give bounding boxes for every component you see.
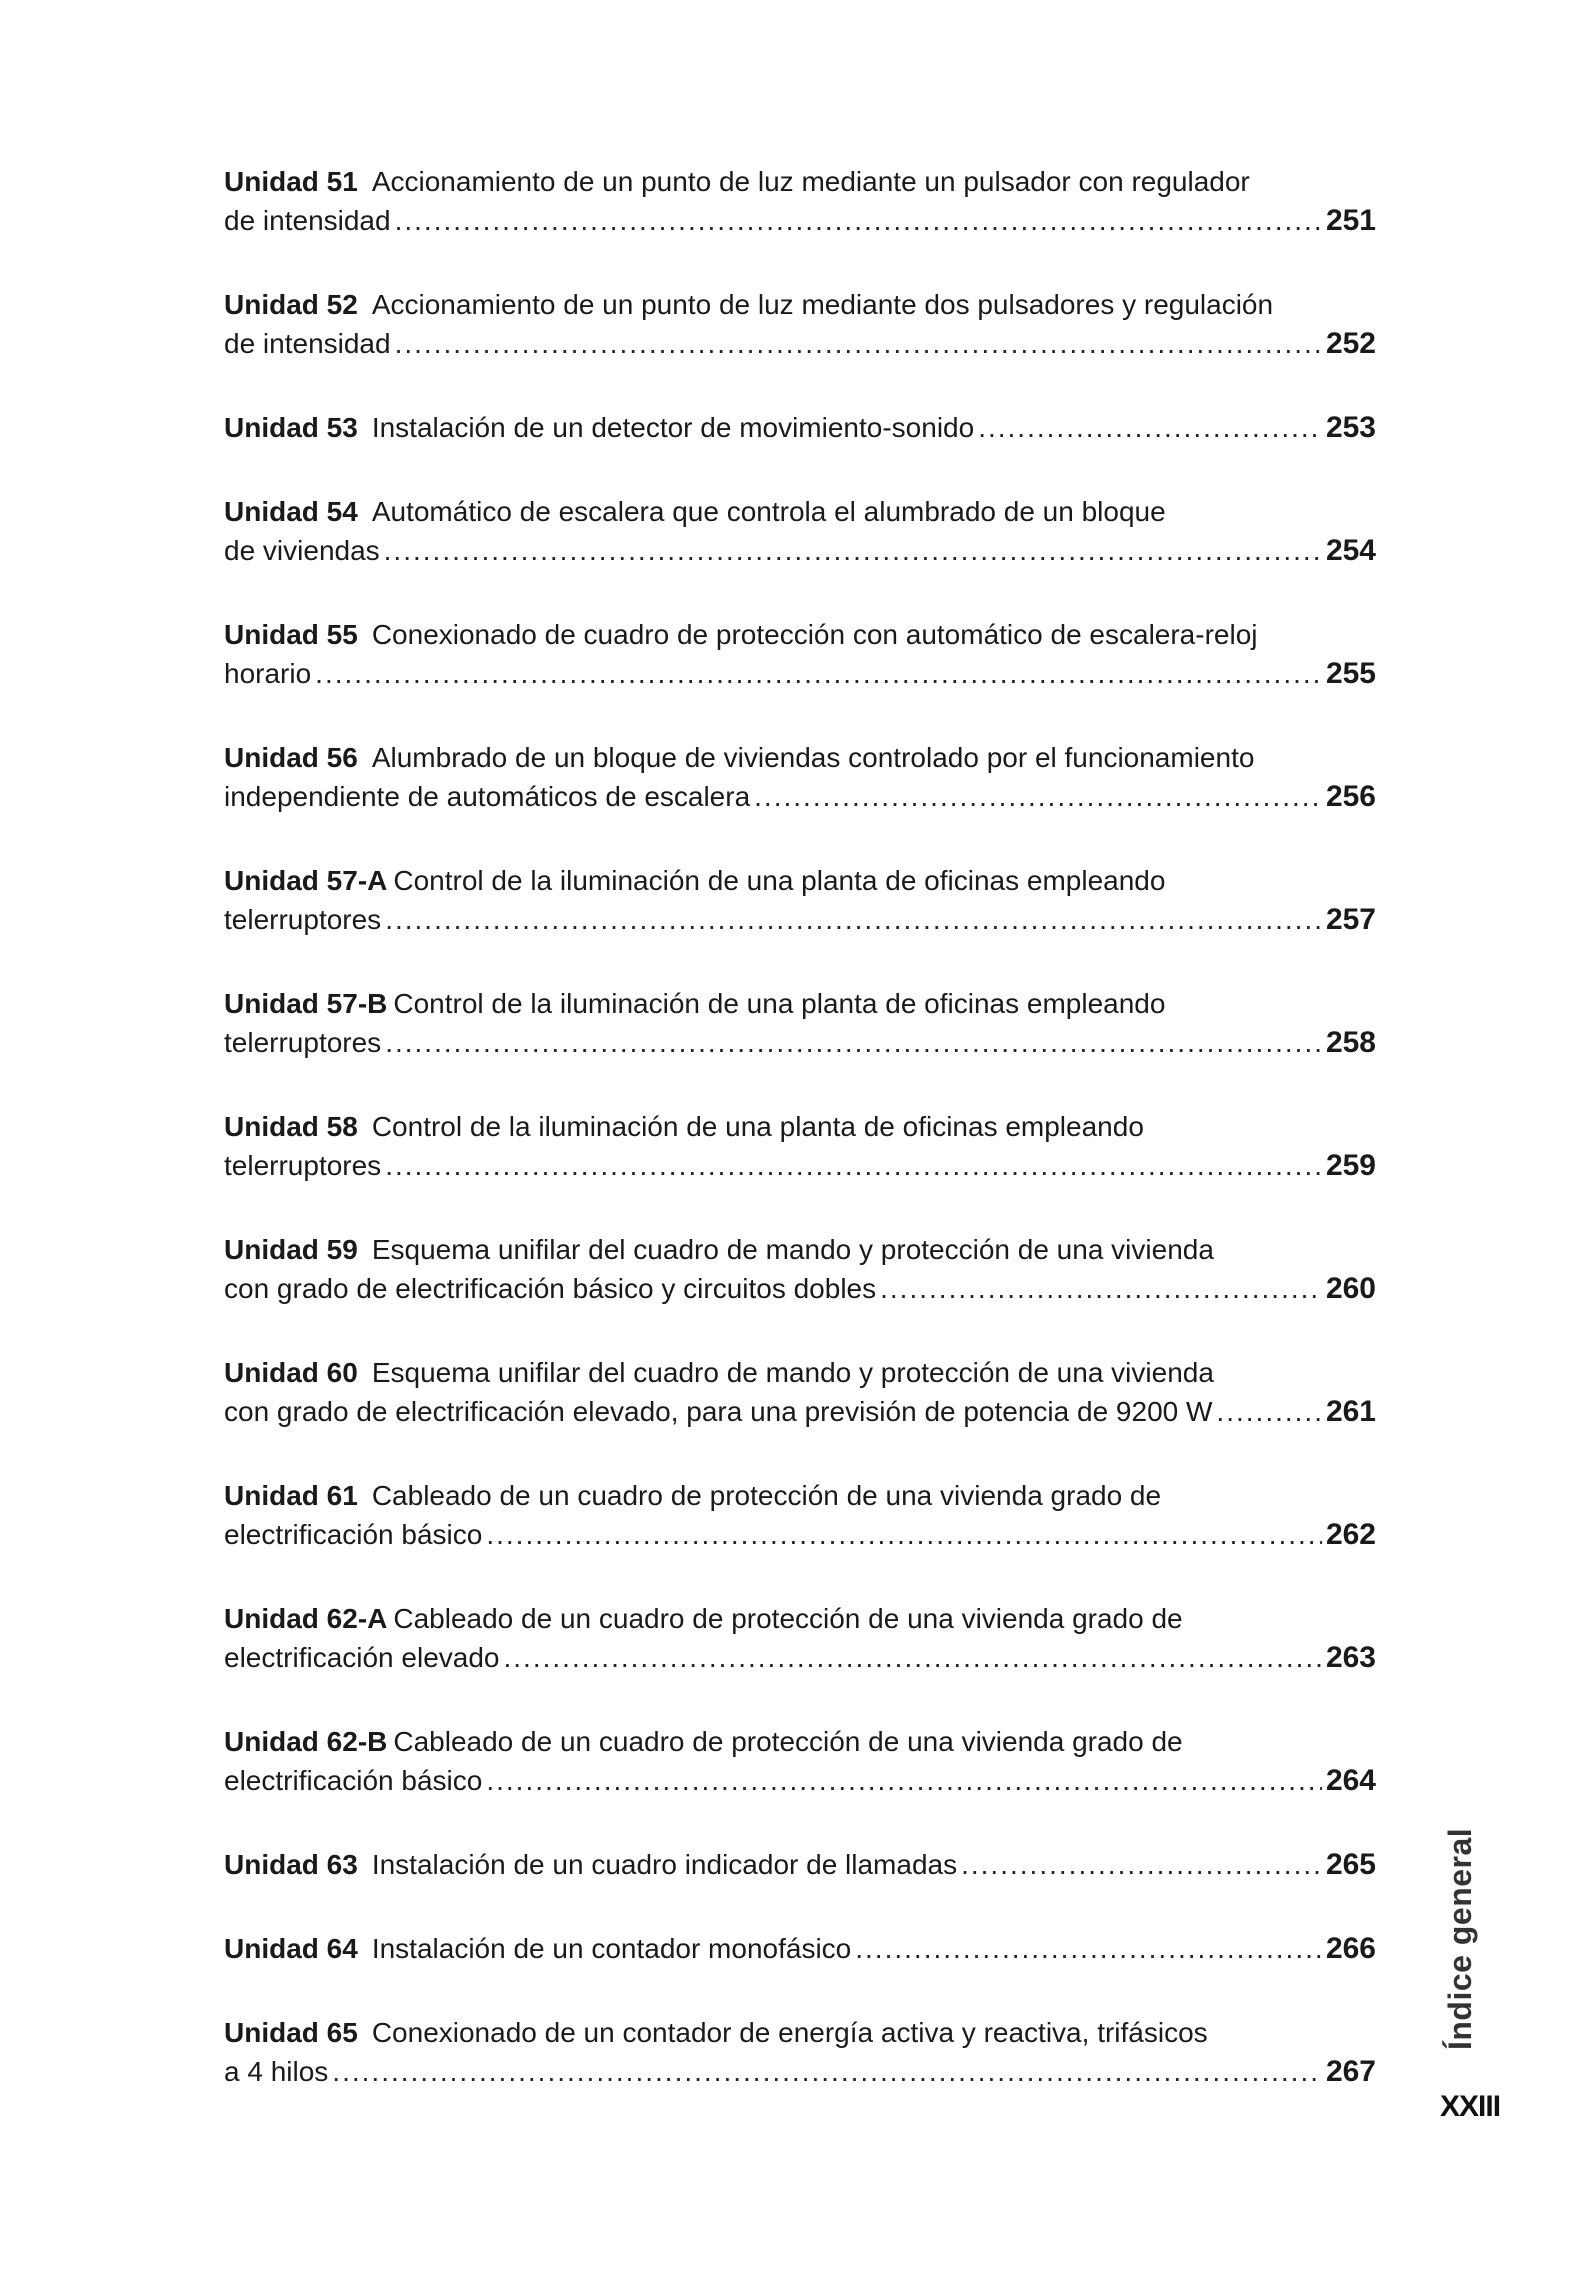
unit-number: 57-A: [326, 865, 388, 896]
dot-leader: [978, 408, 1322, 447]
entry-title-part2: telerruptores: [224, 1027, 382, 1058]
unit-word: Unidad: [224, 166, 319, 197]
dot-leader: [754, 777, 1322, 816]
table-of-contents: [224, 162, 1376, 2136]
unit-word: Unidad: [224, 1726, 319, 1757]
entry-title-part1: Conexionado de cuadro de protección con automático de escalera-reloj: [371, 619, 1258, 650]
toc-entry[interactable]: [224, 1230, 1376, 1353]
page-number[interactable]: 256: [1325, 780, 1376, 813]
entry-last-line: [224, 1269, 1376, 1308]
toc-entry[interactable]: [224, 1929, 1376, 2013]
unit-word: Unidad: [224, 289, 319, 320]
page-number[interactable]: 258: [1325, 1026, 1376, 1059]
entry-last-line: [224, 201, 1376, 240]
unit-word: Unidad: [224, 1849, 319, 1880]
entry-first-line: [224, 738, 1376, 777]
entry-title-part2: de viviendas: [224, 535, 380, 566]
entry-last-line: [224, 1845, 1376, 1884]
dot-leader: [961, 1845, 1322, 1884]
unit-word: Unidad: [224, 496, 319, 527]
entry-title-part1: Accionamiento de un punto de luz mediante un pulsador con regulador: [371, 166, 1250, 197]
unit-number: 52: [326, 289, 358, 320]
dot-leader: [855, 1929, 1322, 1968]
entry-title-part2: electrificación elevado: [224, 1642, 500, 1673]
entry-first-line: [224, 285, 1376, 324]
unit-number: 51: [326, 166, 358, 197]
entry-title-part2: con grado de electrificación elevado, para una previsión de potencia de 9200 W: [224, 1396, 1213, 1427]
entry-last-line: [224, 654, 1376, 693]
entry-title-part2: electrificación básico: [224, 1519, 483, 1550]
unit-label: [224, 1849, 358, 1880]
dot-leader: [332, 2052, 1322, 2091]
unit-number: 64: [326, 1933, 358, 1964]
entry-title-part1: Control de la iluminación de una planta de oficinas empleando: [371, 1111, 1144, 1142]
toc-entry[interactable]: [224, 1722, 1376, 1845]
page-number[interactable]: 255: [1325, 657, 1376, 690]
page-number[interactable]: 259: [1325, 1149, 1376, 1182]
dot-leader: [315, 654, 1322, 693]
entry-last-line: [224, 1392, 1376, 1431]
entry-last-line: [224, 1929, 1376, 1968]
entry-title-part1: Esquema unifilar del cuadro de mando y protección de una vivienda: [371, 1234, 1214, 1265]
entry-last-line: [224, 1638, 1376, 1677]
entry-title-part1: Control de la iluminación de una planta de oficinas empleando: [393, 988, 1166, 1019]
unit-word: Unidad: [224, 1357, 319, 1388]
entry-title-part2: de intensidad: [224, 205, 391, 236]
unit-label: [224, 2017, 358, 2048]
toc-entry[interactable]: [224, 2013, 1376, 2136]
entry-first-line: [224, 1476, 1376, 1515]
unit-label: [224, 412, 358, 443]
page-number[interactable]: 263: [1325, 1641, 1376, 1674]
entry-title-part2: telerruptores: [224, 904, 382, 935]
unit-word: Unidad: [224, 742, 319, 773]
toc-entry[interactable]: [224, 162, 1376, 285]
unit-word: Unidad: [224, 2017, 319, 2048]
entry-title-part2: telerruptores: [224, 1150, 382, 1181]
page-folio: XXIII: [1440, 2090, 1501, 2123]
dot-leader: [1216, 1392, 1322, 1431]
page-number[interactable]: 262: [1325, 1518, 1376, 1551]
page-number[interactable]: 267: [1325, 2055, 1376, 2088]
dot-leader: [385, 900, 1322, 939]
unit-word: Unidad: [224, 1603, 319, 1634]
entry-last-line: [224, 1761, 1376, 1800]
entry-title-part2: de intensidad: [224, 328, 391, 359]
unit-label: [224, 1933, 358, 1964]
entry-last-line: [224, 1146, 1376, 1185]
toc-entry[interactable]: [224, 615, 1376, 738]
toc-entry[interactable]: [224, 738, 1376, 861]
entry-title-part2: horario: [224, 658, 312, 689]
entry-title-part2: independiente de automáticos de escalera: [224, 781, 751, 812]
page-number[interactable]: 254: [1325, 534, 1376, 567]
toc-entry[interactable]: [224, 1107, 1376, 1230]
entry-title-part1: Cableado de un cuadro de protección de una vivienda grado de: [393, 1726, 1183, 1757]
entry-last-line: [224, 1515, 1376, 1554]
unit-number: 60: [326, 1357, 358, 1388]
entry-first-line: [224, 861, 1376, 900]
page-number[interactable]: 265: [1325, 1848, 1376, 1881]
unit-label: [224, 742, 358, 773]
unit-word: Unidad: [224, 1111, 319, 1142]
unit-number: 54: [326, 496, 358, 527]
unit-word: Unidad: [224, 865, 319, 896]
unit-number: 56: [326, 742, 358, 773]
dot-leader: [880, 1269, 1322, 1308]
unit-label: [224, 1111, 358, 1142]
unit-number: 62-B: [326, 1726, 388, 1757]
unit-label: [224, 1357, 358, 1388]
section-side-label: Índice general: [1442, 1827, 1478, 2050]
unit-label: [224, 865, 387, 896]
entry-first-line: [224, 1353, 1376, 1392]
dot-leader: [486, 1515, 1322, 1554]
page-number[interactable]: 264: [1325, 1764, 1376, 1797]
toc-entry[interactable]: [224, 1845, 1376, 1929]
unit-number: 59: [326, 1234, 358, 1265]
unit-word: Unidad: [224, 619, 319, 650]
dot-leader: [504, 1638, 1322, 1677]
entry-last-line: [224, 531, 1376, 570]
entry-first-line: [224, 984, 1376, 1023]
dot-leader: [486, 1761, 1322, 1800]
entry-last-line: [224, 900, 1376, 939]
unit-word: Unidad: [224, 412, 319, 443]
unit-label: [224, 1234, 358, 1265]
entry-title-part1: Conexionado de un contador de energía activa y reactiva, trifásicos: [371, 2017, 1208, 2048]
unit-word: Unidad: [224, 1480, 319, 1511]
page-number[interactable]: 266: [1325, 1932, 1376, 1965]
entry-first-line: [224, 2013, 1376, 2052]
toc-entry[interactable]: [224, 1476, 1376, 1599]
entry-last-line: [224, 324, 1376, 363]
entry-title-part1: Control de la iluminación de una planta de oficinas empleando: [393, 865, 1166, 896]
toc-entry[interactable]: [224, 984, 1376, 1107]
unit-number: 58: [326, 1111, 358, 1142]
unit-number: 61: [326, 1480, 358, 1511]
unit-label: [224, 496, 358, 527]
unit-label: [224, 619, 358, 650]
entry-title-part1: Accionamiento de un punto de luz mediante dos pulsadores y regulación: [371, 289, 1274, 320]
unit-word: Unidad: [224, 1933, 319, 1964]
toc-entry[interactable]: [224, 492, 1376, 615]
unit-number: 63: [326, 1849, 358, 1880]
unit-label: [224, 289, 358, 320]
toc-entry[interactable]: [224, 861, 1376, 984]
entry-title: Instalación de un cuadro indicador de llamadas: [371, 1849, 958, 1880]
page-number[interactable]: 253: [1325, 411, 1376, 444]
entry-title-part2: con grado de electrificación básico y circuitos dobles: [224, 1273, 877, 1304]
entry-title-part1: Alumbrado de un bloque de viviendas controlado por el funcionamiento: [371, 742, 1255, 773]
entry-first-line: [224, 492, 1376, 531]
dot-leader: [385, 1023, 1322, 1062]
entry-title-part2: a 4 hilos: [224, 2056, 329, 2087]
unit-label: [224, 1726, 387, 1757]
entry-title-part1: Esquema unifilar del cuadro de mando y protección de una vivienda: [371, 1357, 1214, 1388]
entry-first-line: [224, 1599, 1376, 1638]
entry-last-line: [224, 408, 1376, 447]
entry-title-part2: electrificación básico: [224, 1765, 483, 1796]
page-number[interactable]: 260: [1325, 1272, 1376, 1305]
entry-last-line: [224, 2052, 1376, 2091]
unit-number: 65: [326, 2017, 358, 2048]
page-number[interactable]: 252: [1325, 327, 1376, 360]
entry-first-line: [224, 615, 1376, 654]
toc-entry[interactable]: [224, 1599, 1376, 1722]
entry-last-line: [224, 777, 1376, 816]
entry-first-line: [224, 1230, 1376, 1269]
dot-leader: [395, 324, 1322, 363]
entry-first-line: [224, 1107, 1376, 1146]
unit-number: 53: [326, 412, 358, 443]
unit-label: [224, 1480, 358, 1511]
unit-label: [224, 988, 387, 1019]
entry-first-line: [224, 162, 1376, 201]
entry-last-line: [224, 1023, 1376, 1062]
entry-title: Instalación de un detector de movimiento-sonido: [371, 412, 975, 443]
entry-title: Instalación de un contador monofásico: [371, 1933, 852, 1964]
page-number[interactable]: 261: [1325, 1395, 1376, 1428]
entry-title-part1: Cableado de un cuadro de protección de una vivienda grado de: [393, 1603, 1183, 1634]
page-number[interactable]: 251: [1325, 204, 1376, 237]
unit-label: [224, 166, 358, 197]
page-number[interactable]: 257: [1325, 903, 1376, 936]
toc-entry[interactable]: [224, 1353, 1376, 1476]
entry-title-part1: Automático de escalera que controla el alumbrado de un bloque: [371, 496, 1166, 527]
dot-leader: [385, 1146, 1322, 1185]
unit-word: Unidad: [224, 1234, 319, 1265]
unit-number: 62-A: [326, 1603, 388, 1634]
entry-title-part1: Cableado de un cuadro de protección de una vivienda grado de: [371, 1480, 1162, 1511]
entry-first-line: [224, 1722, 1376, 1761]
toc-entry[interactable]: [224, 408, 1376, 492]
unit-number: 57-B: [326, 988, 388, 1019]
dot-leader: [395, 201, 1322, 240]
unit-label: [224, 1603, 387, 1634]
unit-word: Unidad: [224, 988, 319, 1019]
dot-leader: [384, 531, 1322, 570]
toc-entry[interactable]: [224, 285, 1376, 408]
unit-number: 55: [326, 619, 358, 650]
